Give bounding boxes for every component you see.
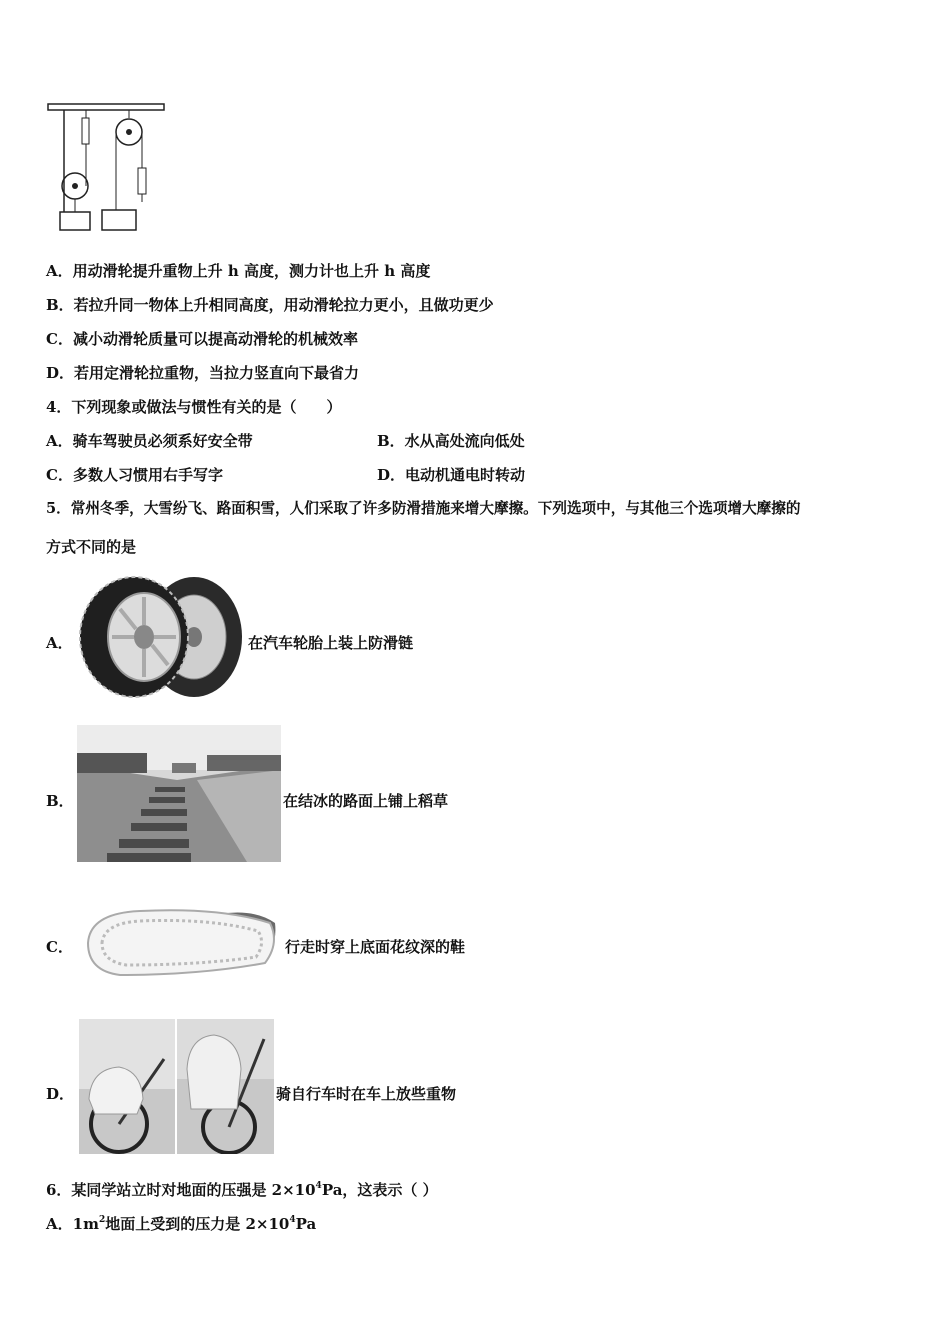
q4-option-a: A．骑车驾驶员必须系好安全带 (46, 432, 253, 450)
q5-option-d-label: D． (46, 1085, 75, 1103)
q4-option-c: C．多数人习惯用右手写字 (46, 466, 223, 484)
q6-option-a-mid: 地面上受到的压力是 2×10 (105, 1215, 290, 1233)
q5-option-c-label: C． (46, 938, 73, 956)
q5-option-d-text: 骑自行车时在车上放些重物 (276, 1085, 457, 1103)
q4-option-d: D．电动机通电时转动 (377, 466, 526, 484)
q6-stem (46, 1180, 438, 1200)
q6-stem-post: Pa，这表示（ ） (321, 1181, 438, 1199)
straw-on-icy-road-image (77, 725, 281, 862)
q6-option-a-exp1: 2 (98, 1215, 106, 1225)
bicycle-with-bags-image (79, 1019, 274, 1154)
q6-option-a-exp2: 4 (289, 1215, 296, 1225)
pulley-figure (46, 100, 166, 232)
q6-stem-exponent: 4 (315, 1181, 322, 1191)
q5-option-a-text: 在汽车轮胎上装上防滑链 (248, 634, 414, 652)
q4-option-b: B．水从高处流向低处 (377, 432, 525, 450)
q3-option-a: A．用动滑轮提升重物上升 h 高度，测力计也上升 h 高度 (46, 262, 431, 280)
q3-option-c: C．减小动滑轮质量可以提高动滑轮的机械效率 (46, 330, 358, 348)
q5-stem-line2: 方式不同的是 (46, 538, 137, 556)
q6-stem-pre: 6．某同学站立时对地面的压强是 2×10 (46, 1181, 316, 1199)
q5-option-c-text: 行走时穿上底面花纹深的鞋 (285, 938, 466, 956)
q6-option-a (46, 1214, 316, 1234)
q6-option-a-post: Pa (295, 1215, 317, 1233)
q5-stem-line1: 5．常州冬季，大雪纷飞、路面积雪，人们采取了许多防滑措施来增大摩擦。下列选项中，与其他三个选项增大摩擦的 (46, 500, 801, 517)
snow-chain-tires-image (76, 575, 246, 700)
q5-option-b-label: B． (46, 792, 74, 810)
q4-stem: 4．下列现象或做法与惯性有关的是（ ） (46, 398, 342, 416)
q5-option-b-text: 在结冰的路面上铺上稻草 (283, 792, 449, 810)
q3-option-b: B．若拉升同一物体上升相同高度，用动滑轮拉力更小，且做功更少 (46, 296, 494, 314)
q5-option-a-label: A． (46, 634, 73, 652)
q6-option-a-pre: A．1m (46, 1215, 99, 1233)
q3-option-d: D．若用定滑轮拉重物，当拉力竖直向下最省力 (46, 364, 360, 382)
shoe-sole-image (80, 903, 280, 983)
